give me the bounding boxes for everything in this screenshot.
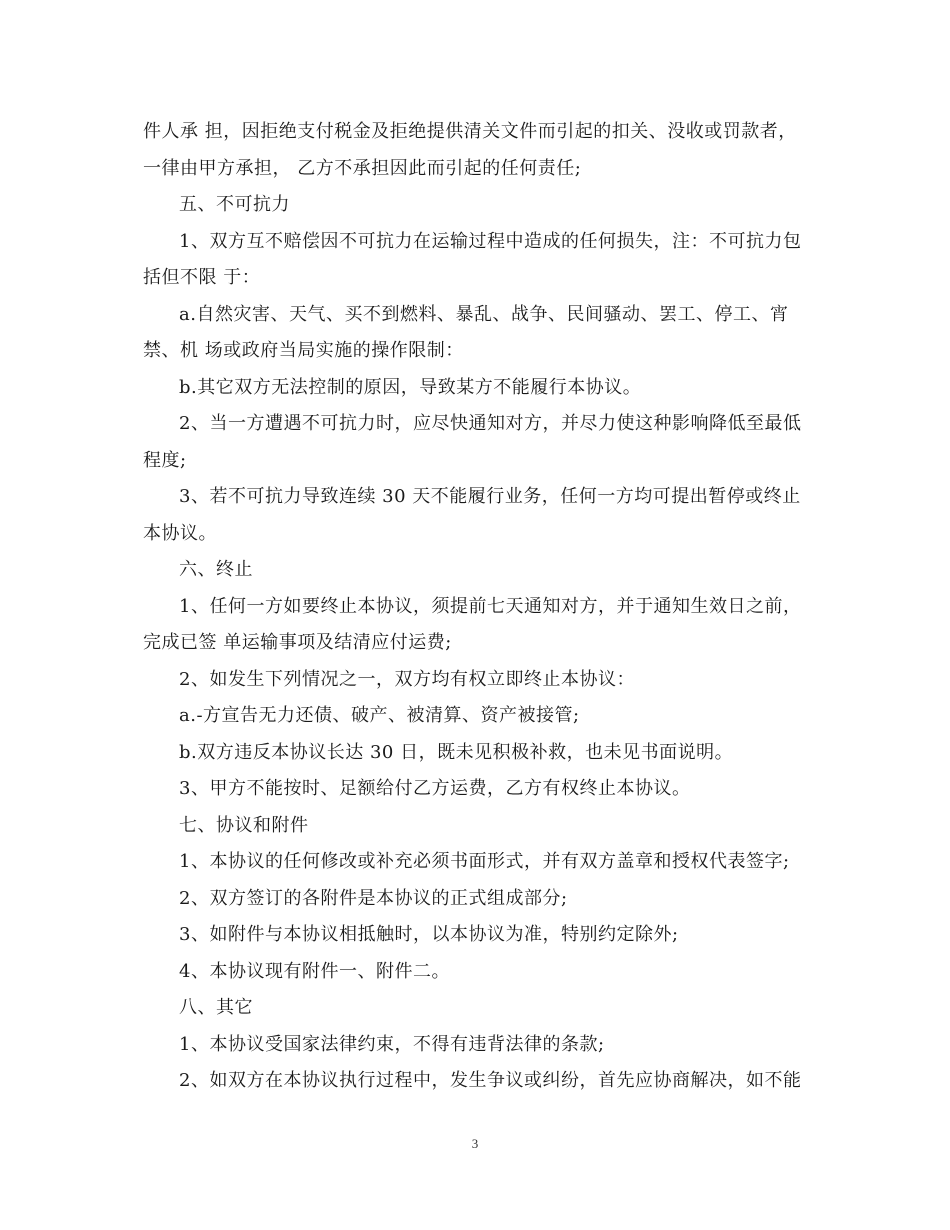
text-line: 一律由甲方承担， 乙方不承担因此而引起的任何责任; bbox=[143, 157, 582, 179]
text-line: 3、如附件与本协议相抵触时，以本协议为准，特别约定除外; bbox=[179, 924, 679, 945]
text-line: 3、若不可抗力导致连续 30 天不能履行业务，任何一方均可提出暂停或终止 bbox=[179, 486, 801, 507]
text-line: 1、本协议的任何修改或补充必须书面形式，并有双方盖章和授权代表签字; bbox=[179, 851, 790, 872]
text-line: b.其它双方无法控制的原因，导致某方不能履行本协议。 bbox=[179, 376, 642, 398]
text-line: 完成已签 单运输事项及结清应付运费; bbox=[143, 632, 452, 653]
text-line: 2、如发生下列情况之一，双方均有权立即终止本协议： bbox=[179, 668, 635, 690]
text-line: 件人承 担，因拒绝支付税金及拒绝提供清关文件而引起的扣关、没收或罚款者， bbox=[143, 121, 797, 142]
page-number: 3 bbox=[471, 1136, 479, 1151]
text-line: 2、双方签订的各附件是本协议的正式组成部分; bbox=[179, 887, 568, 909]
text-line: 1、任何一方如要终止本协议，须提前七天通知对方，并于通知生效日之前， bbox=[179, 595, 802, 617]
text-line: b.双方违反本协议长达 30 日，既未见积极补救，也未见书面说明。 bbox=[179, 741, 734, 763]
text-line: 禁、机 场或政府当局实施的操作限制： bbox=[143, 340, 464, 361]
text-line: 3、甲方不能按时、足额给付乙方运费，乙方有权终止本协议。 bbox=[179, 778, 691, 799]
text-line: 七、协议和附件 bbox=[179, 814, 309, 836]
text-line: 六、终止 bbox=[179, 559, 253, 580]
text-line: 1、本协议受国家法律约束，不得有违背法律的条款; bbox=[179, 1033, 605, 1055]
text-line: 八、其它 bbox=[179, 997, 253, 1018]
text-line: 2、如双方在本协议执行过程中，发生争议或纠纷，首先应协商解决，如不能 bbox=[179, 1070, 802, 1091]
text-line: a.自然灾害、天气、买不到燃料、暴乱、战争、民间骚动、罢工、停工、宵 bbox=[179, 303, 789, 325]
text-line: 2、当一方遭遇不可抗力时，应尽快通知对方，并尽力使这种影响降低至最低 bbox=[179, 413, 802, 434]
text-line: 1、双方互不赔偿因不可抗力在运输过程中造成的任何损失，注：不可抗力包 bbox=[179, 230, 802, 252]
document-body bbox=[143, 114, 813, 1100]
text-line: 程度; bbox=[143, 449, 187, 471]
text-line: 本协议。 bbox=[143, 522, 217, 544]
text-line: 五、不可抗力 bbox=[179, 194, 290, 215]
text-line: 括但不限 于： bbox=[143, 267, 261, 288]
text-line: a.-方宣告无力还债、破产、被清算、资产被接管; bbox=[179, 705, 580, 726]
text-line: 4、本协议现有附件一、附件二。 bbox=[179, 960, 450, 982]
